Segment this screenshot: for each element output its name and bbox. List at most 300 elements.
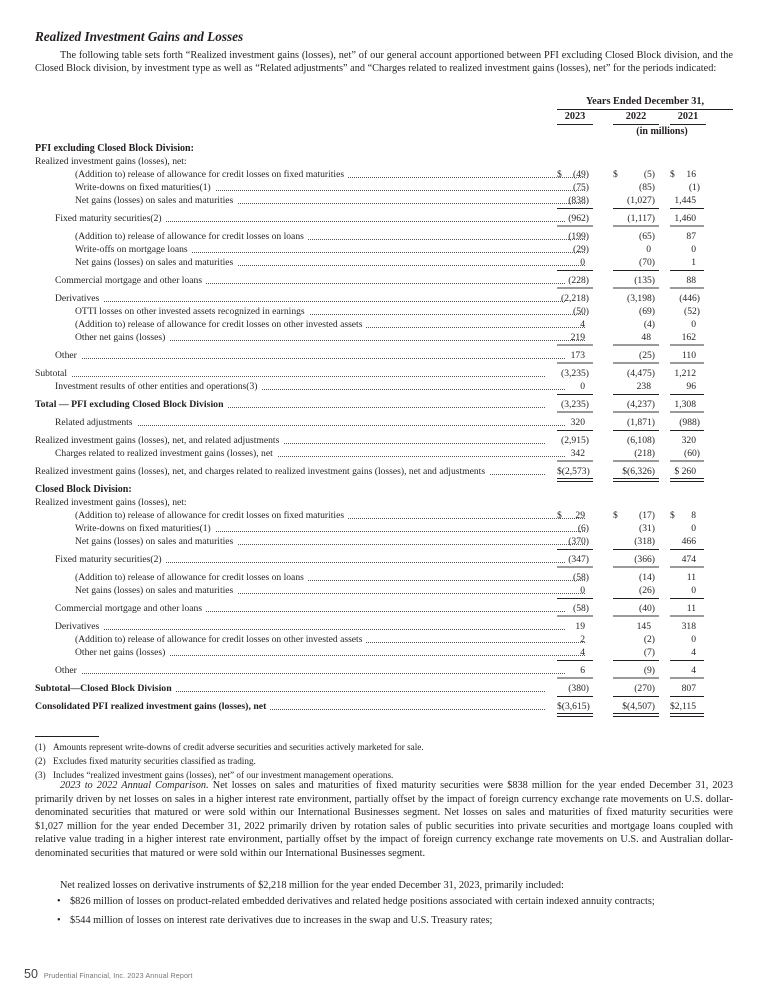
value-cell-2022 [613,620,655,633]
row-label [35,434,545,447]
value-text: (40) [639,603,655,614]
value-text: 0 [580,585,585,596]
dot-leader [55,301,565,302]
value-cell-2022 [613,535,655,548]
comparison-paragraph [35,779,733,860]
dot-leader [55,673,565,674]
bullet-text: $826 million of losses on product-related embedded derivatives and related hedge positions associated with certain indexed annuity contracts; [70,896,655,907]
value-text: 1,308 [674,399,696,410]
value-text: 4 [691,665,696,676]
value-text: (25) [639,350,655,361]
value-cell-2021 [670,602,700,615]
row-label [35,646,585,659]
table-row [35,256,733,269]
row-label-text: Fixed maturity securities(2) [55,212,166,225]
value-cell-2022 [613,646,655,659]
value-cell-2021 [670,274,700,287]
value-text: (65) [639,231,655,242]
row-label-text: Subtotal [35,367,71,380]
value-text: 4 [580,647,585,658]
row-label [35,633,585,646]
value-cell-2022 [613,212,655,225]
row-label [35,212,565,225]
value-text: 11 [686,603,696,614]
value-cell-2021 [670,535,700,548]
value-text: (50) [573,306,589,317]
row-label-text: Net gains (losses) on sales and maturities [75,194,237,207]
section-heading-row [35,142,733,155]
value-text: 318 [681,621,696,632]
value-cell-2022 [613,398,655,411]
value-text: $(4,507) [622,701,655,712]
table-row [35,553,733,566]
value-text: (370) [568,536,589,547]
value-cell-2021 [670,682,700,695]
value-cell-2022 [613,367,655,380]
value-text: 0 [691,523,696,534]
value-cell-2023 [557,465,589,478]
row-label [35,243,585,256]
value-text: (1,117) [627,213,655,224]
table-row [35,509,733,522]
value-text: (3,235) [561,368,589,379]
value-cell-2022 [613,349,655,362]
table-row [35,243,733,256]
value-cell-2022 [613,168,655,181]
row-label [35,256,585,269]
value-text: (1,871) [627,417,655,428]
value-text: (270) [634,683,655,694]
value-text: 0 [691,319,696,330]
value-text: 2 [580,634,585,645]
value-cell-2023 [557,256,589,269]
table-row [35,380,733,393]
table-row [35,571,733,584]
footnote-number: (1) [35,742,46,752]
table-row [35,349,733,362]
derivatives-intro: Net realized losses on derivative instruments of $2,218 million for the year ended December 31, 2023, primarily included: [60,880,564,891]
dollar-sign: $ [670,510,675,521]
row-label-text: Write-offs on mortgage loans [75,243,192,256]
value-cell-2023 [557,168,589,181]
row-label-text: Derivatives [55,292,103,305]
value-text: (70) [639,257,655,268]
value-cell-2023 [557,367,589,380]
table-row [35,633,733,646]
value-cell-2023 [557,292,589,305]
value-text: 474 [681,554,696,565]
value-cell-2021 [670,331,700,344]
row-label-text: Other [55,664,81,677]
table-row [35,331,733,344]
value-cell-2021 [670,380,700,393]
row-label [35,380,565,393]
value-cell-2021 [670,553,700,566]
value-text: (199) [568,231,589,242]
value-text: (58) [573,572,589,583]
footnote-number: (2) [35,756,46,766]
value-cell-2023 [557,522,589,535]
value-cell-2023 [557,274,589,287]
bullet-icon: • [57,915,61,926]
value-text: 145 [636,621,651,632]
dollar-sign: $ [613,510,618,521]
row-label-text: PFI excluding Closed Block Division: [35,142,198,155]
value-cell-2021 [670,398,700,411]
column-header-2022: 2022 [613,110,659,125]
value-text: (85) [639,182,655,193]
table-row [35,212,733,225]
value-cell-2022 [613,318,655,331]
column-header-2021: 2021 [670,110,706,125]
value-cell-2021 [670,522,700,535]
value-text: (962) [568,213,589,224]
row-label-text: (Addition to) release of allowance for credit losses on other invested assets [75,318,366,331]
value-cell-2021 [670,664,700,677]
value-text: 807 [681,683,696,694]
value-cell-2022 [613,434,655,447]
dollar-sign: $ [557,169,562,180]
dot-leader [55,358,565,359]
bullet-icon: • [57,896,61,907]
value-cell-2023 [557,553,589,566]
value-cell-2022 [613,522,655,535]
unit-label: (in millions) [636,126,688,137]
column-header-2023: 2023 [557,110,593,125]
value-cell-2023 [557,416,589,429]
value-text: 19 [575,621,585,632]
value-cell-2022 [613,633,655,646]
row-label [35,447,565,460]
row-label-text: (Addition to) release of allowance for credit losses on loans [75,230,308,243]
value-text: (60) [684,448,700,459]
value-text: (446) [679,293,700,304]
value-text: 29 [575,510,585,521]
value-text: 219 [570,332,585,343]
table-row [35,168,733,181]
value-cell-2023 [557,584,589,597]
value-text: (4) [643,319,655,330]
comparison-text: Net losses on sales and maturities of fixed maturity securities were $838 million for the year ended December 31, 2023 primarily driven by net losses on sales in a higher interest rate environment, partially offset by the impact of foreign currency exchange rate movements on U.S. dollar-denominated securities that matured or were sold within our International Businesses segment. Net losses on sales and maturities of fixed maturity securities were $1,027 million for the year ended December 31, 2022 primarily driven by rotation sales of public securities into private securities and mortgage loans coupled with relative value trading in a higher interest rate environment, partially offset by the impact of foreign currency exchange rate movements on U.S. and Australian dollar-denominated securities that matured or were sold within our International Businesses segment. [35,780,733,859]
row-label-text: Consolidated PFI realized investment gains (losses), net [35,700,270,713]
value-cell-2021 [670,305,700,318]
bullet-item [35,914,733,927]
value-text: (26) [639,585,655,596]
row-label-text: Commercial mortgage and other loans [55,274,206,287]
value-cell-2021 [670,416,700,429]
value-cell-2021 [670,700,700,713]
value-cell-2023 [557,434,589,447]
footnote [35,754,733,768]
value-text: 1 [691,257,696,268]
value-text: (4,237) [627,399,655,410]
footnote-divider [35,736,99,737]
value-cell-2022 [613,584,655,597]
intro-paragraph: The following table sets forth “Realized investment gains (losses), net” of our general account apportioned between PFI excluding Closed Block division, and the Closed Block division, by investment type as well as “Related adjustments” and “Charges related to realized investment gains (losses), net” for the periods indicated: [35,50,733,74]
value-text: (9) [643,665,655,676]
table-row [35,274,733,287]
value-text: (218) [634,448,655,459]
value-cell-2023 [557,181,589,194]
value-cell-2021 [670,194,700,207]
table-row [35,367,733,380]
row-label [35,305,585,318]
page-footer [24,966,193,982]
table-row [35,292,733,305]
table-row [35,398,733,411]
value-cell-2022 [613,256,655,269]
value-text: (228) [568,275,589,286]
value-text: (318) [634,536,655,547]
value-text: 238 [636,381,651,392]
table-row [35,194,733,207]
value-cell-2022 [613,447,655,460]
row-label [35,535,585,548]
table-row [35,620,733,633]
period-header: Years Ended December 31, [557,95,733,110]
row-label [35,142,545,155]
value-cell-2022 [613,380,655,393]
value-text: 4 [691,647,696,658]
value-text: 4 [580,319,585,330]
value-text: 0 [580,381,585,392]
row-label-text: OTTI losses on other invested assets recognized in earnings [75,305,309,318]
value-cell-2022 [613,553,655,566]
row-label-text: Write-downs on fixed maturities(1) [75,181,215,194]
value-cell-2023 [557,682,589,695]
row-label [35,349,565,362]
row-label [35,682,545,695]
row-label-text: Realized investment gains (losses), net: [35,155,191,168]
value-cell-2023 [557,633,589,646]
row-label-text: (Addition to) release of allowance for credit losses on fixed maturities [75,509,348,522]
value-cell-2023 [557,230,589,243]
row-label [35,292,565,305]
value-text: $(2,573) [557,466,590,477]
row-label-text: (Addition to) release of allowance for credit losses on fixed maturities [75,168,348,181]
value-text: 96 [686,381,696,392]
value-cell-2023 [557,194,589,207]
value-cell-2023 [557,331,589,344]
derivatives-bullet-list [35,895,733,933]
row-label-text: Net gains (losses) on sales and maturities [75,535,237,548]
value-cell-2021 [670,292,700,305]
table-row [35,535,733,548]
value-cell-2023 [557,700,589,713]
value-text: 0 [691,634,696,645]
value-text: 162 [681,332,696,343]
row-label-text: Other net gains (losses) [75,646,169,659]
value-text: $ 260 [674,466,696,477]
value-text: 110 [681,350,696,361]
value-text: 320 [570,417,585,428]
value-cell-2022 [613,682,655,695]
value-text: 48 [641,332,651,343]
table-row [35,416,733,429]
value-cell-2022 [613,305,655,318]
value-text: (380) [568,683,589,694]
value-text: (988) [679,417,700,428]
row-label [35,230,585,243]
value-cell-2021 [670,646,700,659]
row-label [35,168,585,181]
dot-leader [55,629,565,630]
table-row [35,664,733,677]
row-label [35,509,585,522]
row-label-text: Realized investment gains (losses), net, and charges related to realized investment gains (losses), net and adjustments [35,465,489,478]
value-text: (52) [684,306,700,317]
value-text: (2,218) [561,293,589,304]
value-text: (49) [573,169,589,180]
table-row [35,447,733,460]
row-label [35,274,565,287]
value-text: 466 [681,536,696,547]
row-label [35,664,565,677]
value-text: 6 [580,665,585,676]
report-name: Prudential Financial, Inc. 2023 Annual Report [43,971,193,980]
value-text: 0 [646,244,651,255]
row-label [35,318,585,331]
footnotes [35,740,733,782]
value-text: 342 [570,448,585,459]
value-cell-2021 [670,434,700,447]
row-label [35,331,585,344]
section-heading-row [35,483,733,496]
value-text: $2,115 [670,701,697,712]
value-cell-2021 [670,633,700,646]
value-text: (17) [639,510,655,521]
value-cell-2021 [670,465,700,478]
row-label [35,367,545,380]
value-text: $(6,326) [622,466,655,477]
value-cell-2023 [557,243,589,256]
value-text: (3,198) [627,293,655,304]
value-cell-2021 [670,230,700,243]
value-cell-2023 [557,620,589,633]
row-label-text: (Addition to) release of allowance for credit losses on other invested assets [75,633,366,646]
row-label-text: Realized investment gains (losses), net: [35,496,191,509]
value-text: (4,475) [627,368,655,379]
value-text: (2) [643,634,655,645]
value-cell-2021 [670,620,700,633]
row-label [35,181,585,194]
row-label-text: Fixed maturity securities(2) [55,553,166,566]
value-cell-2021 [670,584,700,597]
row-label-text: Total — PFI excluding Closed Block Division [35,398,228,411]
row-label [35,398,545,411]
row-label [35,522,585,535]
value-cell-2022 [613,416,655,429]
page-number: 50 [24,967,38,981]
row-label [35,602,565,615]
value-text: (838) [568,195,589,206]
dollar-sign: $ [613,169,618,180]
value-text: 8 [691,510,696,521]
row-label-text: Subtotal—Closed Block Division [35,682,176,695]
table-row [35,465,733,478]
row-label-text: Realized investment gains (losses), net, and related adjustments [35,434,283,447]
row-label-text: Charges related to realized investment gains (losses), net [55,447,277,460]
row-label [35,571,585,584]
value-text: $(3,615) [557,701,590,712]
footnote-text: Includes “realized investment gains (losses), net” of our investment management operations. [53,770,394,780]
value-text: (14) [639,572,655,583]
table-row [35,646,733,659]
value-text: 11 [686,572,696,583]
value-cell-2022 [613,602,655,615]
table-row [35,522,733,535]
value-cell-2023 [557,349,589,362]
table-row [35,682,733,695]
value-text: (5) [643,169,655,180]
value-cell-2022 [613,664,655,677]
value-cell-2021 [670,447,700,460]
value-cell-2023 [557,212,589,225]
value-cell-2023 [557,305,589,318]
value-text: 88 [686,275,696,286]
row-label [35,416,565,429]
value-text: (31) [639,523,655,534]
table-row [35,318,733,331]
footnote-text: Amounts represent write-downs of credit adverse securities and securities actively marketed for sale. [53,742,424,752]
value-text: (366) [634,554,655,565]
row-label-text: Related adjustments [55,416,137,429]
row-label-text: Other [55,349,81,362]
table-row [35,155,733,168]
table-row [35,305,733,318]
value-cell-2023 [557,602,589,615]
row-label-text: Investment results of other entities and operations(3) [55,380,261,393]
row-label [35,194,585,207]
row-label-text: Closed Block Division: [35,483,136,496]
table-row [35,181,733,194]
value-cell-2023 [557,535,589,548]
value-text: 1,460 [674,213,696,224]
bullet-text: $544 million of losses on interest rate derivatives due to increases in the swap and U.S. Treasury rates; [70,915,493,926]
value-cell-2022 [613,465,655,478]
section-title: Realized Investment Gains and Losses [35,29,244,44]
value-text: (6,108) [627,435,655,446]
value-cell-2022 [613,194,655,207]
value-text: (3,235) [561,399,589,410]
value-cell-2022 [613,181,655,194]
value-cell-2021 [670,349,700,362]
value-text: (1) [688,182,700,193]
table-row [35,602,733,615]
dollar-sign: $ [670,169,675,180]
value-text: 0 [691,585,696,596]
row-label [35,483,545,496]
table-row [35,584,733,597]
value-cell-2022 [613,274,655,287]
value-cell-2023 [557,380,589,393]
value-text: (1,027) [627,195,655,206]
row-label [35,155,545,168]
value-text: (75) [573,182,589,193]
value-cell-2022 [613,571,655,584]
value-cell-2021 [670,571,700,584]
value-cell-2023 [557,398,589,411]
value-text: (58) [573,603,589,614]
value-text: 0 [580,257,585,268]
value-cell-2023 [557,447,589,460]
value-cell-2021 [670,367,700,380]
row-label [35,700,545,713]
value-text: (69) [639,306,655,317]
row-label [35,496,545,509]
value-text: (135) [634,275,655,286]
value-cell-2023 [557,664,589,677]
